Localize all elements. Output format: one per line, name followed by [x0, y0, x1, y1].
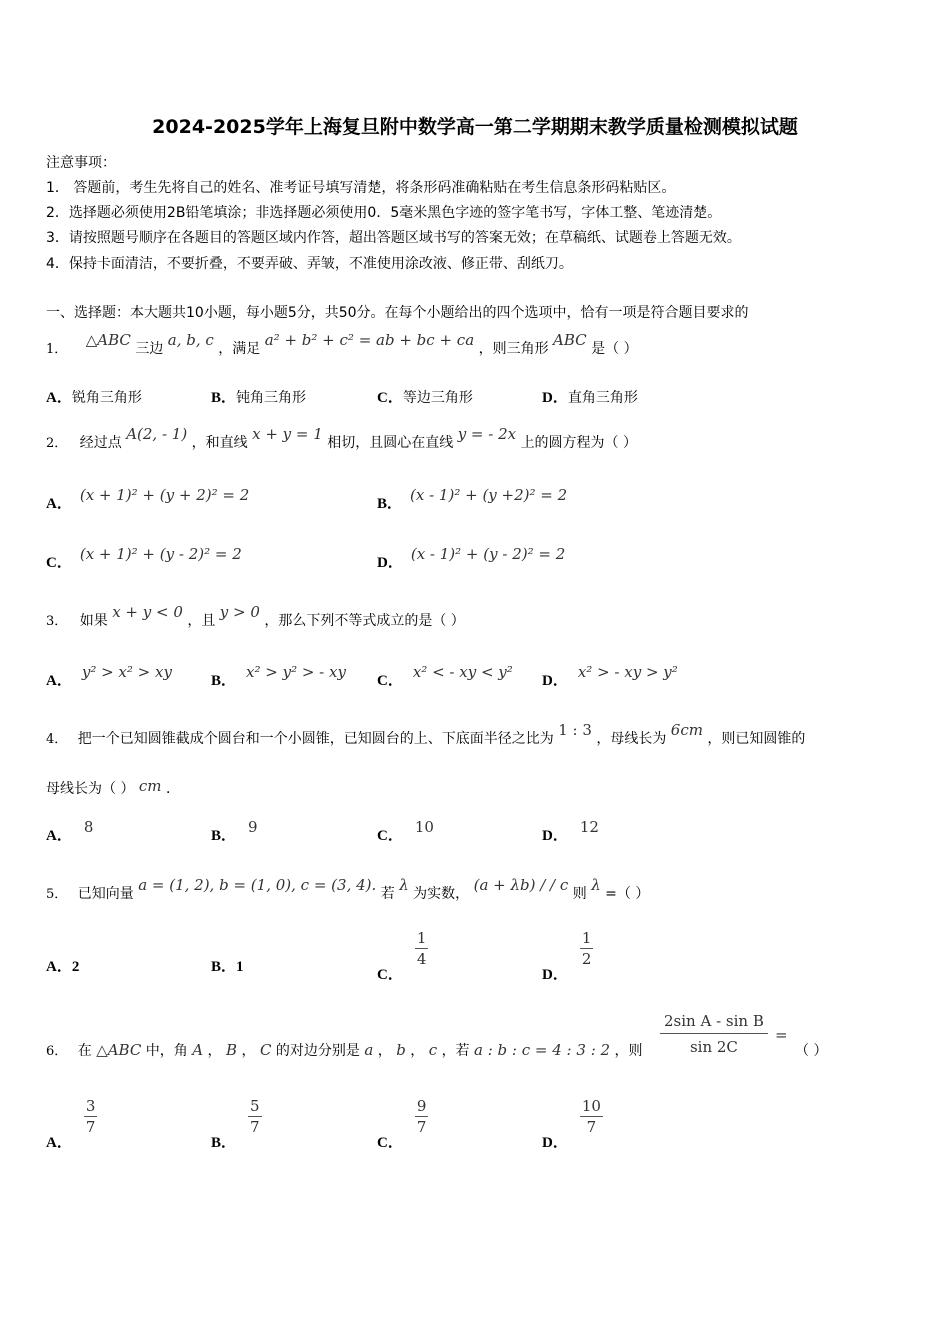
equals-sign: =	[775, 1026, 788, 1044]
math-expression: cm	[138, 777, 162, 795]
math-expression: (a + λb) / / c	[473, 876, 569, 894]
question-text: ，那么下列不等式成立的是（ ）	[264, 613, 465, 629]
option-label: C．	[377, 828, 403, 844]
question-text: 如果	[79, 613, 108, 629]
question-number: 6．	[46, 1044, 68, 1059]
math-expression: ABC	[553, 331, 587, 349]
option-label: D．	[542, 966, 568, 983]
option-fraction	[580, 1097, 603, 1136]
question-text: ，	[207, 1043, 222, 1059]
option-math: 12	[579, 818, 599, 836]
option-label: D．	[542, 828, 568, 844]
option-label: C．	[46, 555, 72, 571]
option-label: A．	[46, 959, 72, 975]
question-text: 把一个已知圆锥截成个圆台和一个小圆锥，已知圆台的上、下底面半径之比为	[77, 731, 554, 747]
option-math: (x + 1)² + (y + 2)² = 2	[79, 486, 250, 504]
question-text: ，和直线	[191, 435, 248, 451]
option-a	[46, 955, 79, 976]
math-expression: y > 0	[219, 603, 260, 621]
question-number: 4．	[46, 732, 68, 747]
fraction-denominator: 7	[250, 1118, 260, 1136]
option-math: 8	[83, 818, 94, 836]
question-number: 3．	[46, 614, 68, 629]
math-expression: B	[226, 1041, 238, 1059]
section-heading: 一、选择题：本大题共10小题，每小题5分，共50分。在每个小题给出的四个选项中，恰有一项是符合题目要求的	[46, 305, 749, 321]
fraction-numerator: 2sin A - sin B	[660, 1012, 768, 1034]
question-4	[46, 721, 806, 748]
option-c	[377, 818, 434, 845]
option-label: B．	[377, 496, 403, 512]
option-d	[542, 818, 599, 845]
fraction-denominator: 7	[85, 1118, 96, 1136]
option-text: 钝角三角形	[236, 390, 307, 406]
option-math: (x - 1)² + (y - 2)² = 2	[410, 545, 566, 563]
option-label: D．	[542, 390, 568, 406]
option-label: B．	[211, 673, 237, 689]
option-fraction	[248, 1097, 262, 1136]
question-text: ，则	[614, 1043, 643, 1059]
question-text: 的对边分别是	[275, 1043, 360, 1059]
notice-item-3: 3．请按照题号顺序在各题目的答题区域内作答，超出答题区域书写的答案无效；在草稿纸、试题卷上答题无效。	[46, 230, 741, 246]
option-math: x² > - xy > y²	[577, 663, 678, 681]
question-text: ，若	[441, 1043, 470, 1059]
fraction-numerator: 1	[416, 929, 427, 947]
question-6	[46, 1040, 643, 1060]
option-label: C．	[377, 390, 403, 406]
option-label: B．	[211, 390, 237, 406]
question-text: 经过点	[79, 435, 122, 451]
option-label: C．	[377, 966, 403, 983]
math-expression: C	[259, 1041, 272, 1059]
option-a	[46, 663, 172, 690]
option-c	[377, 663, 513, 690]
option-b	[377, 486, 568, 513]
option-a	[46, 818, 94, 845]
question-text: ，则三角形	[478, 341, 549, 357]
math-expression: x + y = 1	[252, 425, 323, 443]
question-4-line-2	[46, 778, 180, 798]
question-text: 中，角	[145, 1043, 188, 1059]
fraction-numerator: 5	[250, 1097, 260, 1115]
option-d	[542, 663, 678, 690]
option-label: A．	[46, 673, 72, 689]
math-expression: λ	[399, 876, 409, 894]
fraction-denominator: 7	[416, 1118, 427, 1136]
option-math: 10	[414, 818, 434, 836]
question-6-expression	[660, 1012, 768, 1056]
question-2	[46, 425, 638, 452]
question-text: ．	[165, 781, 180, 797]
option-math: x² > y² > - xy	[246, 663, 346, 681]
question-text: ，且	[187, 613, 216, 629]
fraction-numerator: 1	[581, 929, 592, 947]
option-b	[211, 386, 306, 407]
question-text: 已知向量	[77, 886, 134, 902]
option-d	[542, 929, 593, 983]
math-expression: A(2, - 1)	[126, 425, 188, 443]
question-1	[46, 331, 638, 358]
notice-heading: 注意事项：	[46, 155, 116, 171]
question-3	[46, 603, 465, 630]
fraction-numerator: 3	[85, 1097, 96, 1115]
math-expression: △ABC	[96, 1041, 142, 1059]
option-math: x² < - xy < y²	[412, 663, 513, 681]
option-d	[542, 386, 638, 407]
option-text: 直角三角形	[567, 390, 638, 406]
question-number: 2．	[46, 436, 68, 451]
fraction-denominator: 2	[581, 950, 592, 968]
question-text: 上的圆方程为（ ）	[520, 435, 638, 451]
option-c	[377, 1097, 428, 1151]
question-text: 若	[380, 886, 395, 902]
option-fraction	[580, 929, 594, 968]
answer-parentheses: （ ）	[795, 1043, 828, 1059]
math-expression: a² + b² + c² = ab + bc + ca	[264, 331, 475, 349]
option-label: D．	[377, 555, 403, 571]
math-expression: y = - 2x	[457, 425, 517, 443]
option-label: B．	[211, 828, 237, 844]
question-text: ，满足	[218, 341, 261, 357]
question-text: 是（ ）	[591, 341, 638, 357]
question-number: 1．	[46, 342, 68, 357]
option-a	[46, 1097, 97, 1151]
option-label: A．	[46, 1134, 72, 1151]
option-label: D．	[542, 1134, 568, 1151]
math-expression: b	[396, 1041, 406, 1059]
option-label: B．	[211, 959, 237, 975]
question-text: 则	[572, 886, 587, 902]
option-b	[211, 955, 244, 976]
fraction-denominator: sin 2C	[689, 1038, 738, 1056]
question-text: ，则已知圆锥的	[707, 731, 806, 747]
option-math: (x - 1)² + (y +2)² = 2	[410, 486, 568, 504]
math-expression: a = (1, 2), b = (1, 0), c = (3, 4).	[138, 876, 377, 894]
notice-item-4: 4．保持卡面清洁，不要折叠，不要弄破、弄皱，不准使用涂改液、修正带、刮纸刀。	[46, 256, 573, 272]
option-d	[542, 1097, 603, 1151]
option-fraction	[415, 1097, 429, 1136]
option-math: (x + 1)² + (y - 2)² = 2	[79, 545, 242, 563]
option-label: D．	[542, 673, 568, 689]
page-title: 2024-2025学年上海复旦附中数学高一第二学期期末教学质量检测模拟试题	[152, 116, 798, 138]
option-d	[377, 545, 566, 572]
option-c	[377, 386, 473, 407]
math-expression: x + y < 0	[112, 603, 183, 621]
option-b	[211, 663, 346, 690]
question-text: 相切，且圆心在直线	[327, 435, 454, 451]
option-b	[211, 818, 258, 845]
option-label: C．	[377, 673, 403, 689]
math-expression: a : b : c = 4 : 3 : 2	[474, 1041, 611, 1059]
math-expression: A	[192, 1041, 204, 1059]
math-expression: λ	[591, 876, 601, 894]
fraction-denominator: 4	[416, 950, 427, 968]
question-text: ，母线长为	[596, 731, 667, 747]
fraction-numerator: 9	[416, 1097, 427, 1115]
option-text: 1	[236, 959, 244, 975]
question-number: 5．	[46, 887, 68, 902]
option-label: A．	[46, 390, 72, 406]
fraction-numerator: 10	[581, 1097, 601, 1115]
math-expression: 1 : 3	[558, 721, 592, 739]
option-fraction	[415, 929, 429, 968]
math-expression: a, b, c	[167, 331, 214, 349]
option-a	[46, 386, 142, 407]
option-label: C．	[377, 1134, 403, 1151]
math-expression: 6cm	[670, 721, 703, 739]
option-c	[46, 545, 242, 572]
math-expression: c	[428, 1041, 438, 1059]
question-text: 在	[77, 1043, 92, 1059]
question-text: 三边	[135, 341, 164, 357]
option-math: y² > x² > xy	[81, 663, 172, 681]
option-text: 锐角三角形	[71, 390, 142, 406]
option-math: 9	[248, 818, 258, 836]
math-expression: △ABC	[85, 331, 131, 349]
notice-item-2: 2．选择题必须使用2B铅笔填涂；非选择题必须使用0．5毫米黑色字迹的签字笔书写，字体工整、笔迹清楚。	[46, 205, 722, 221]
option-text: 2	[71, 959, 80, 975]
option-fraction	[84, 1097, 98, 1136]
option-label: A．	[46, 496, 72, 512]
question-5	[46, 876, 650, 903]
question-text: 为实数，	[413, 886, 470, 902]
question-text: =（ ）	[605, 886, 650, 902]
option-b	[211, 1097, 262, 1151]
question-text: ，	[410, 1043, 425, 1059]
option-label: A．	[46, 828, 72, 844]
option-a	[46, 486, 250, 513]
question-text: 母线长为（ ）	[46, 781, 135, 797]
option-text: 等边三角形	[402, 390, 473, 406]
option-c	[377, 929, 428, 983]
option-label: B．	[211, 1134, 237, 1151]
question-text: ，	[377, 1043, 392, 1059]
question-text: ，	[241, 1043, 256, 1059]
fraction-denominator: 7	[586, 1118, 597, 1136]
notice-item-1: 1． 答题前，考生先将自己的姓名、准考证号填写清楚，将条形码准确粘贴在考生信息条形码粘贴区。	[46, 180, 676, 196]
math-expression: a	[364, 1041, 374, 1059]
